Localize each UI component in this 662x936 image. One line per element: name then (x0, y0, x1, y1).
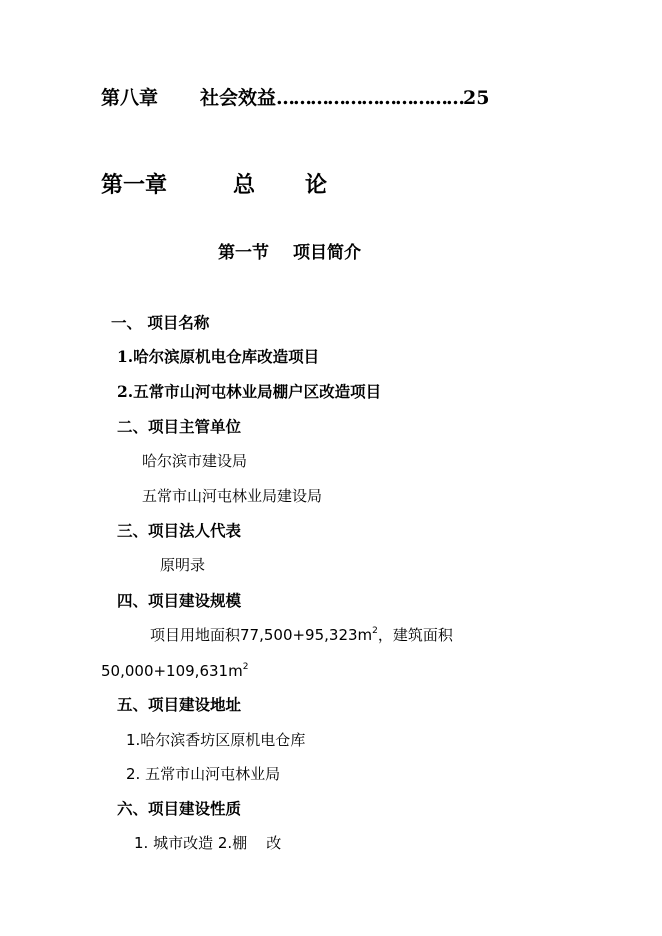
chapter-title-part-1: 总 (233, 172, 256, 198)
heading-project-name: 一、 项目名称 (111, 313, 210, 332)
toc-title: 社会效益 (200, 87, 277, 109)
construction-scale-line-2 (101, 664, 248, 679)
toc-page-number: 25 (463, 87, 490, 109)
toc-chapter: 第八章 (101, 87, 159, 109)
chapter-heading (101, 174, 327, 196)
chapter-number: 第一章 (101, 172, 168, 198)
project-name-1: 1.哈尔滨原机电仓库改造项目 (117, 347, 320, 366)
section-heading (218, 245, 361, 262)
chapter-title-part-2: 论 (305, 172, 328, 198)
supervising-unit-1: 哈尔滨市建设局 (142, 452, 248, 470)
section-title: 项目简介 (293, 243, 361, 263)
construction-scale-line-1 (150, 628, 453, 643)
construction-address-1: 1.哈尔滨香坊区原机电仓库 (126, 731, 306, 749)
heading-construction-scale: 四、项目建设规模 (117, 591, 242, 610)
section-number: 第一节 (218, 243, 269, 263)
construction-address-2: 2. 五常市山河屯林业局 (126, 765, 281, 783)
toc-leader: …………………………… (276, 87, 464, 109)
land-area-text: 项目用地面积77,500+95,323m (150, 626, 373, 644)
toc-entry (101, 89, 489, 108)
building-area-label: ，建筑面积 (377, 626, 453, 644)
heading-construction-nature: 六、项目建设性质 (117, 799, 242, 818)
supervising-unit-2: 五常市山河屯林业局建设局 (142, 487, 323, 505)
heading-supervising-unit: 二、项目主管单位 (117, 417, 242, 436)
building-area-unit-superscript: 2 (242, 662, 249, 672)
heading-construction-address: 五、项目建设地址 (117, 695, 242, 714)
project-name-2: 2.五常市山河屯林业局棚户区改造项目 (117, 382, 382, 401)
legal-representative: 原明录 (160, 556, 206, 574)
construction-nature: 1. 城市改造 2.棚 改 (134, 834, 282, 852)
building-area-text: 50,000+109,631m (101, 662, 243, 680)
land-area-unit-superscript: 2 (372, 626, 378, 636)
heading-legal-representative: 三、项目法人代表 (117, 521, 242, 540)
